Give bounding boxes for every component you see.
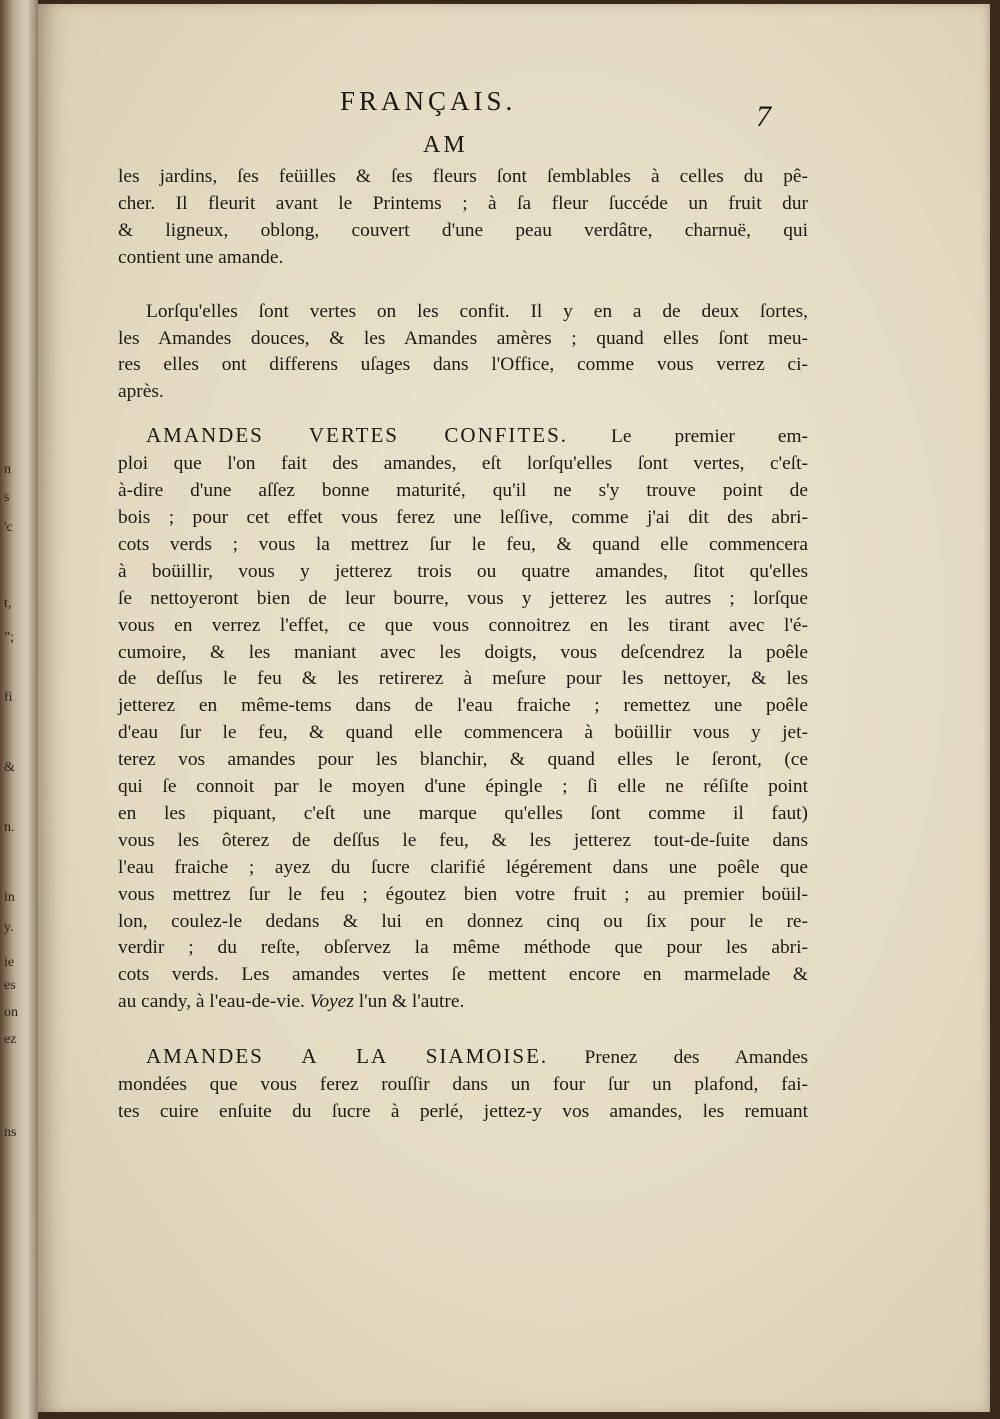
paragraph-1 (118, 164, 808, 272)
body-text (118, 164, 808, 1126)
text-line: qui ſe connoit par le moyen d'une épingle ; ſi elle ne réſiſte point (118, 776, 808, 798)
text-line (118, 422, 808, 451)
text-line: cots verds ; vous la mettrez ſur le feu, & quand elle commencera (118, 533, 808, 555)
fragment: fi (4, 690, 13, 705)
text-line: lon, coulez-le dedans & lui en donnez cinq ou ſix pour le re- (118, 910, 808, 932)
text-fragment: Prenez des Amandes (584, 1047, 808, 1069)
text-line: jetterez en même-tems dans de l'eau fraiche ; remettez une poêle (118, 695, 808, 717)
text-line: en les piquant, c'eſt une marque qu'elles ſont comme il faut) (118, 802, 808, 824)
facing-page-text-fragments (0, 0, 20, 1419)
text-fragment: l'un & l'autre. (358, 991, 465, 1013)
text-line: à-dire d'une aſſez bonne maturité, qu'il ne s'y trouve point de (118, 480, 808, 502)
text-line: terez vos amandes pour les blanchir, & quand elles le ſeront, (ce (118, 749, 808, 771)
text-line (118, 989, 808, 1016)
fragment: ez (4, 1032, 17, 1047)
fragment: y. (4, 920, 14, 935)
text-line (118, 1043, 808, 1072)
text-line: vous mettrez ſur le feu ; égoutez bien votre fruit ; au premier boüil- (118, 883, 808, 905)
text-line: contient une amande. (118, 246, 284, 268)
paragraph-amandes-vertes-confites (118, 422, 808, 1016)
text-line: vous les ôterez de deſſus le feu, & les jetterez tout-de-ſuite dans (118, 829, 808, 851)
fragment: es (4, 978, 16, 993)
recipe-heading: AMANDES VERTES CONFITES. (146, 423, 568, 448)
section-head: AM (423, 132, 468, 158)
text-line: verdir ; du reſte, obſervez la même méthode que pour les abri- (118, 937, 808, 959)
text-line: vous en verrez l'effet, ce que vous connoitrez en les tirant avec l'é- (118, 614, 808, 636)
text-line: les jardins, ſes feüilles & ſes fleurs ſont ſemblables à celles du pê- (118, 166, 808, 187)
text-line: de deſſus le feu & les retirerez à meſure pour les nettoyer, & les (118, 668, 808, 690)
text-line: cumoire, & les maniant avec les doigts, vous deſcendrez la poêle (118, 641, 808, 663)
fragment: on (4, 1005, 18, 1020)
recipe-heading: AMANDES A LA SIAMOISE. (146, 1044, 549, 1069)
text-line: l'eau fraiche ; ayez du ſucre clarifié légérement dans une poêle que (118, 856, 808, 878)
paragraph-2 (118, 299, 808, 407)
fragment: ns (4, 1125, 17, 1140)
text-line: Lorſqu'elles ſont vertes on les confit. Il y en a de deux ſortes, (146, 300, 808, 322)
book-page (38, 4, 990, 1412)
text-fragment: au candy, à l'eau-de-vie. (118, 991, 305, 1013)
text-fragment-italic: Voyez (309, 991, 354, 1013)
text-line: cher. Il fleurit avant le Printems ; à ſa fleur ſuccéde un fruit dur (118, 192, 808, 214)
fragment: & (4, 760, 15, 775)
text-line: à boüillir, vous y jetterez trois ou quatre amandes, ſitot qu'elles (118, 560, 808, 582)
fragment: in (4, 890, 15, 905)
text-line: bois ; pour cet effet vous ferez une leſſive, comme j'ai dit des abri- (118, 506, 808, 528)
fragment: t, (4, 596, 12, 611)
text-line: & ligneux, oblong, couvert d'une peau verdâtre, charnuë, qui (118, 219, 808, 241)
fragment: n (4, 462, 11, 477)
text-line: d'eau ſur le feu, & quand elle commencera à boüillir vous y jet- (118, 722, 808, 744)
fragment: s (4, 490, 10, 505)
text-line: ploi que l'on fait des amandes, eſt lorſqu'elles ſont vertes, c'eſt- (118, 453, 808, 475)
running-head: FRANÇAIS. (340, 86, 517, 116)
text-line: après. (118, 381, 164, 403)
fragment: ie (4, 955, 15, 970)
text-line: cots verds. Les amandes vertes ſe mettent encore en marmelade & (118, 964, 808, 986)
paragraph-amandes-a-la-siamoise (118, 1043, 808, 1126)
page-number: 7 (756, 100, 771, 133)
text-line: mondées que vous ferez rouſſir dans un four ſur un plafond, fai- (118, 1074, 808, 1096)
text-line: tes cuire enſuite du ſucre à perlé, jettez-y vos amandes, les remuant (118, 1101, 808, 1122)
fragment: ”; (4, 630, 15, 645)
text-fragment: Le premier em- (611, 426, 808, 448)
text-line: res elles ont differens uſages dans l'Office, comme vous verrez ci- (118, 354, 808, 376)
text-line: les Amandes douces, & les Amandes amères ; quand elles ſont meu- (118, 327, 808, 349)
fragment: 'c (4, 520, 13, 535)
text-line: ſe nettoyeront bien de leur bourre, vous y jetterez les autres ; lorſque (118, 587, 808, 609)
fragment: n. (4, 820, 15, 835)
